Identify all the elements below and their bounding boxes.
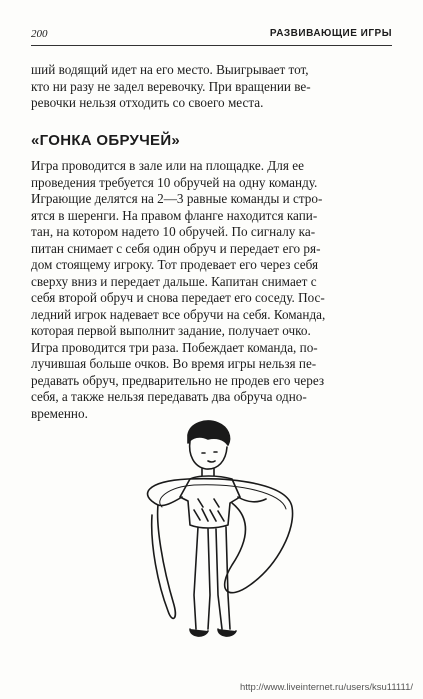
text-line: ятся в шеренги. На правом фланге находится капи- bbox=[31, 207, 318, 223]
text-line: кто ни разу не задел веревочку. При вращении ве- bbox=[31, 78, 311, 94]
arm-right bbox=[238, 497, 266, 502]
text-line: ледний игрок надевает все обручи на себя. Команда, bbox=[31, 306, 326, 322]
legs bbox=[194, 527, 230, 629]
text-line: ший водящий идет на его место. Выигрывает тот, bbox=[31, 62, 309, 77]
page-header bbox=[31, 28, 392, 44]
torso bbox=[180, 476, 240, 528]
intro-paragraph bbox=[31, 62, 393, 112]
text-line: Игра проводится в зале или на площадке. Для ее bbox=[31, 158, 304, 173]
arm-left bbox=[158, 497, 182, 506]
boy-with-hoop-illustration bbox=[128, 415, 308, 650]
hair bbox=[188, 421, 230, 445]
text-line: питан снимает с себя один обруч и передает его ря- bbox=[31, 240, 321, 256]
watermark-url: http://www.liveinternet.ru/users/ksu11111/ bbox=[239, 682, 413, 693]
text-line: которая первой выполнит задание, получает очко. bbox=[31, 323, 311, 338]
text-line: себя, а также нельзя передавать два обруча одно- bbox=[31, 389, 307, 404]
text-line: тан, на котором надето 10 обручей. По сигналу ка- bbox=[31, 224, 316, 239]
shoes bbox=[190, 629, 236, 636]
text-line: дом стоящему игроку. Тот продевает его через себя bbox=[31, 257, 319, 272]
running-title: РАЗВИВАЮЩИЕ ИГРЫ bbox=[269, 28, 392, 39]
text-line: ревочки нельзя отходить со своего места. bbox=[31, 95, 264, 110]
text-line: себя второй обруч и снова передает его соседу. Пос- bbox=[31, 290, 325, 305]
text-line: редавать обруч, предварительно не продев его через bbox=[31, 372, 325, 388]
text-line: Игра проводится три раза. Побеждает команда, по- bbox=[31, 339, 318, 355]
header-rule bbox=[31, 45, 392, 46]
body-paragraph bbox=[31, 158, 393, 422]
page-number: 200 bbox=[31, 28, 48, 40]
text-line: временно. bbox=[31, 405, 88, 421]
head bbox=[190, 441, 227, 469]
text-line: проведения требуется 10 обручей на одну команду. bbox=[31, 174, 318, 190]
text-line: сверху вниз и передает дальше. Капитан снимает с bbox=[31, 273, 317, 289]
text-line: Играющие делятся на 2—3 равные команды и стро- bbox=[31, 191, 323, 206]
section-title: «ГОНКА ОБРУЧЕЙ» bbox=[31, 132, 181, 149]
text-line: лучившая больше очков. Во время игры нельзя пе- bbox=[31, 356, 317, 371]
